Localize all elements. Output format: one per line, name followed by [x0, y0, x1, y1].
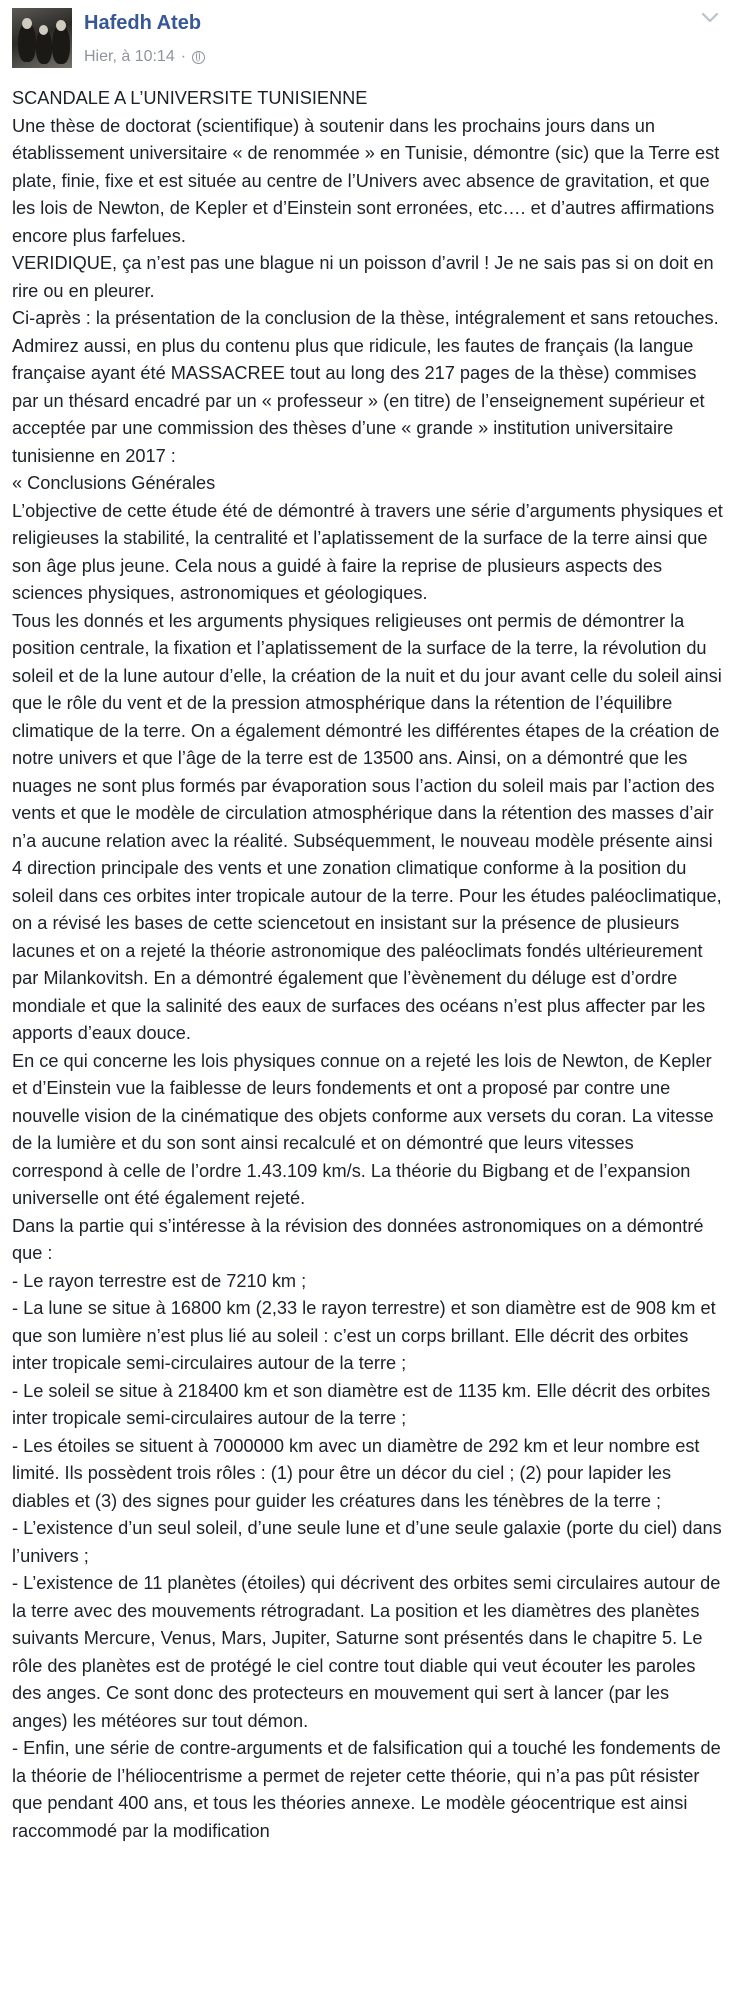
post-paragraph: Ci-après : la présentation de la conclusion de la thèse, intégralement et sans retouches. Admirez aussi, en plus du contenu plus que ridicule, les fautes de français (la langue française ayant été MASSACREE tout au long des 217 pages de la thèse) commises par un thésard encadré par un « professeur » (en titre) de l’enseignement supérieur et acceptée par une commission des thèses d’une « grande » institution universitaire tunisienne en 2017 : [12, 308, 719, 466]
post-paragraph: VERIDIQUE, ça n’est pas une blague ni un poisson d’avril ! Je ne sais pas si on doit en rire ou en pleurer. [12, 253, 714, 301]
avatar[interactable] [12, 8, 72, 68]
post-list-item: - La lune se situe à 16800 km (2,33 le rayon terrestre) et son diamètre est de 908 km et que son lumière n’est plus lié au soleil : c’est un corps brillant. Elle décrit des orbites inter tropicale semi-circulaires autour de la terre ; [12, 1298, 716, 1373]
post-list-item: - Le rayon terrestre est de 7210 km ; [12, 1270, 307, 1291]
post-header [12, 8, 720, 68]
post-meta [84, 48, 205, 66]
post-paragraph: Une thèse de doctorat (scientifique) à soutenir dans les prochains jours dans un établissement universitaire « de renommée » en Tunisie, démontre (sic) que la Terre est plate, finie, fixe et est située au centre de l’Univers avec absence de gravitation, et que les lois de Newton, de Kepler et d’Einstein sont erronées, etc…. et d’autres affirmations encore plus farfelues. [12, 115, 720, 246]
post-list-item: - L’existence d’un seul soleil, d’une seule lune et d’une seule galaxie (porte du ciel) dans l’univers ; [12, 1518, 722, 1566]
post-list-item: - Les étoiles se situent à 7000000 km avec un diamètre de 292 km et leur nombre est limité. Ils possèdent trois rôles : (1) pour être un décor du ciel ; (2) pour lapider les diables et (3) des signes pour guider les créatures dans les ténèbres de la terre ; [12, 1435, 700, 1511]
post-list-item: - Le soleil se situe à 218400 km et son diamètre est de 1135 km. Elle décrit des orbites inter tropicale semi-circulaires autour de la terre ; [12, 1380, 711, 1428]
post-paragraph: L’objective de cette étude été de démontré à travers une série d’arguments physiques et religieuses la stabilité, la centralité et l’aplatissement de la surface de la terre ainsi que son âge plus jeune. Cela nous a guidé à faire la reprise de plusieurs aspects des sciences physiques, astronomiques et géologiques. [12, 500, 723, 603]
post-paragraph: Dans la partie qui s’intéresse à la révision des données astronomiques on a démontré que : [12, 1215, 704, 1263]
post-paragraph: « Conclusions Générales [12, 473, 216, 493]
post-paragraph: En ce qui concerne les lois physiques connue on a rejeté les lois de Newton, de Kepler et d’Einstein vue la faiblesse de leurs fondements et ont a proposé par contre une nouvelle vision de la cinématique des objets conforme aux versets du coran. La vitesse de la lumière et du son sont ainsi recalculé et on démontré que leurs vitesses correspond à celle de l’ordre 1.43.109 km/s. La théorie du Bigbang et de l’expansion universelle ont été également rejeté. [12, 1050, 714, 1208]
globe-icon[interactable] [192, 51, 205, 64]
post-list-item: - Enfin, une série de contre-arguments et de falsification qui a touché les fondements de la théorie de l’héliocentrisme a permet de rejeter cette théorie, qui n’a pas pût résister que pendant 400 ans, et tous les théories annexe. Le modèle géocentrique est ainsi raccommodé par la modification [12, 1738, 721, 1841]
post-list-item: - L’existence de 11 planètes (étoiles) qui décrivent des orbites semi circulaires autour de la terre avec des mouvements rétrogradant. La position et les diamètres des planètes suivants Mercure, Venus, Mars, Jupiter, Saturne sont présentés dans le chapitre 5. Le rôle des planètes est de protégé le ciel contre tout diable qui veut écouter les paroles des anges. Ce sont donc des protecteurs en mouvement qui sert à lancer (par les anges) les météores sur tout démon. [12, 1573, 721, 1731]
author-name[interactable]: Hafedh Ateb [84, 12, 202, 34]
meta-separator: · [180, 48, 187, 65]
post-paragraph: Tous les donnés et les arguments physiques religieuses ont permis de démontrer la position centrale, la fixation et l’aplatissement de la surface de la terre, la révolution du soleil et de la lune autour d’elle, la création de la nuit et du jour avant celle du soleil ainsi que le rôle du vent et de la pression atmosphérique dans la rétention de l’équilibre climatique de la terre. On a également démontré les différentes étapes de la création de notre univers et que l’âge de la terre est de 13500 ans. Ainsi, on a démontré que les nuages ne sont plus formés par évaporation sous l’action du soleil mais par l’action des vents et que le modèle de circulation atmosphérique dans la rétention des masses d’air n’a aucune relation avec la réalité. Subséquemment, le nouveau modèle présente ainsi 4 direction principale des vents et une zonation climatique conforme à la position du soleil dans ces orbites inter tropicale autour de la terre. Pour les études paléoclimatique, on a révisé les bases de cette sciencetout en insistant sur la présence de plusieurs lacunes et on a rejeté la théorie astronomique des paléoclimats fondés ultérieurement par Milankovitsh. En a démontré également que l’èvènement du déluge est d’ordre mondiale et que la salinité des eaux de surfaces des océans n’est plus affecter par les apports d’eaux douce. [12, 610, 722, 1043]
post-timestamp[interactable]: Hier, à 10:14 [84, 48, 175, 65]
post-title-line: SCANDALE A L’UNIVERSITE TUNISIENNE [12, 88, 368, 108]
post-body [12, 85, 724, 1845]
chevron-down-icon[interactable] [700, 10, 720, 26]
